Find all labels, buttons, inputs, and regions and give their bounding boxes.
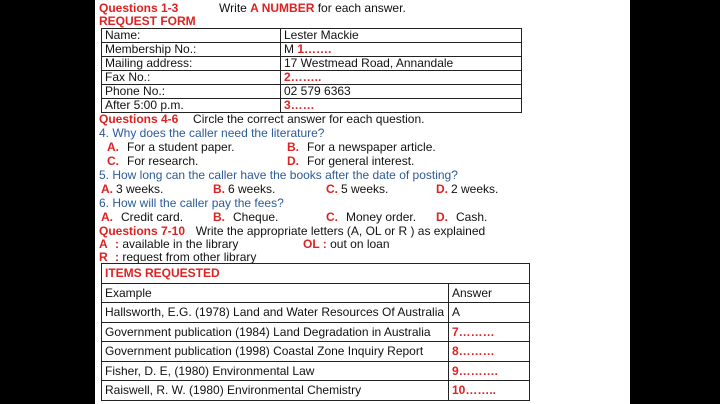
questions-4-6-instruction: Circle the correct answer for each question. bbox=[193, 112, 425, 126]
form-label: Membership No.: bbox=[102, 43, 281, 57]
q6-option-c[interactable]: C. Money order. bbox=[326, 210, 417, 224]
form-row-after-5 bbox=[102, 99, 522, 113]
questions-1-3-line bbox=[99, 1, 406, 15]
items-title: ITEMS REQUESTED bbox=[102, 264, 530, 284]
answer-header: Answer bbox=[449, 283, 530, 303]
question-5-text: 5. How long can the caller have the books after the date of posting? bbox=[99, 168, 458, 182]
questions-7-10-instruction: Write the appropriate letters (A, OL or R ) as explained bbox=[195, 224, 486, 238]
form-row-phone bbox=[102, 85, 522, 99]
item-cell: Fisher, D. E, (1980) Environmental Law bbox=[102, 361, 449, 381]
form-value: 17 Westmead Road, Annandale bbox=[281, 57, 522, 71]
answer-blank-8: 8……… bbox=[449, 342, 530, 362]
instruction-post: for each answer. bbox=[314, 1, 406, 15]
item-cell: Hallsworth, E.G. (1978) Land and Water Resources Of Australia bbox=[102, 303, 449, 323]
form-value bbox=[281, 99, 522, 113]
questions-7-10-line bbox=[99, 224, 485, 238]
item-cell: Government publication (1998) Coastal Zone Inquiry Report bbox=[102, 342, 449, 362]
answer-blank-9: 9………. bbox=[449, 361, 530, 381]
form-value bbox=[281, 71, 522, 85]
worksheet bbox=[95, 0, 630, 404]
form-label: Mailing address: bbox=[102, 57, 281, 71]
example-header: Example bbox=[102, 283, 449, 303]
legend-r: R : request from other library bbox=[99, 250, 257, 264]
instruction-emphasis: A NUMBER bbox=[250, 1, 315, 15]
q5-option-b[interactable]: B. 6 weeks. bbox=[213, 182, 276, 196]
legend-a: A : available in the library bbox=[99, 237, 239, 251]
table-row bbox=[102, 361, 530, 381]
q6-option-a[interactable]: A. Credit card. bbox=[101, 210, 184, 224]
answer-blank-3: 3…… bbox=[284, 98, 315, 112]
question-4-text: 4. Why does the caller need the literature? bbox=[99, 126, 325, 140]
table-row bbox=[102, 303, 530, 323]
question-6-text: 6. How will the caller pay the fees? bbox=[99, 196, 284, 210]
table-row bbox=[102, 342, 530, 362]
questions-1-3-label: Questions 1-3 bbox=[99, 1, 179, 15]
form-label: Name: bbox=[102, 29, 281, 43]
table-row bbox=[102, 381, 530, 401]
questions-7-10-label: Questions 7-10 bbox=[99, 224, 186, 238]
q6-option-b[interactable]: B. Cheque. bbox=[213, 210, 279, 224]
answer-blank-2: 2…….. bbox=[284, 70, 322, 84]
answer-blank-10: 10…….. bbox=[449, 381, 530, 401]
q4-option-a[interactable]: A. For a student paper. bbox=[107, 140, 235, 154]
form-value: 02 579 6363 bbox=[281, 85, 522, 99]
request-form-title: REQUEST FORM bbox=[99, 14, 196, 28]
form-value: Lester Mackie bbox=[281, 29, 522, 43]
form-value-prefix: M bbox=[284, 42, 298, 56]
questions-4-6-label: Questions 4-6 bbox=[99, 112, 179, 126]
q4-option-c[interactable]: C. For research. bbox=[107, 154, 199, 168]
request-form-table bbox=[101, 28, 522, 113]
answer-cell: A bbox=[449, 303, 530, 323]
instruction-pre: Write bbox=[219, 1, 251, 15]
table-row bbox=[102, 322, 530, 342]
form-label: Fax No.: bbox=[102, 71, 281, 85]
q5-option-a[interactable]: A. 3 weeks. bbox=[101, 182, 164, 196]
form-row-address bbox=[102, 57, 522, 71]
form-label: Phone No.: bbox=[102, 85, 281, 99]
q5-option-d[interactable]: D. 2 weeks. bbox=[436, 182, 499, 196]
form-row-name bbox=[102, 29, 522, 43]
items-title-row bbox=[102, 264, 530, 284]
answer-blank-7: 7……… bbox=[449, 322, 530, 342]
q4-option-d[interactable]: D. For general interest. bbox=[287, 154, 415, 168]
legend-ol: OL : out on loan bbox=[303, 237, 390, 251]
items-requested-table bbox=[101, 263, 530, 401]
form-label: After 5:00 p.m. bbox=[102, 99, 281, 113]
questions-4-6-line bbox=[99, 112, 425, 126]
item-cell: Government publication (1984) Land Degradation in Australia bbox=[102, 322, 449, 342]
item-cell: Raiswell, R. W. (1980) Environmental Chemistry bbox=[102, 381, 449, 401]
form-row-fax bbox=[102, 71, 522, 85]
items-header-row bbox=[102, 283, 530, 303]
q5-option-c[interactable]: C. 5 weeks. bbox=[326, 182, 389, 196]
answer-blank-1: 1……. bbox=[297, 42, 332, 56]
q6-option-d[interactable]: D. Cash. bbox=[436, 210, 488, 224]
q4-option-b[interactable]: B. For a newspaper article. bbox=[287, 140, 436, 154]
form-value bbox=[281, 43, 522, 57]
form-row-membership bbox=[102, 43, 522, 57]
